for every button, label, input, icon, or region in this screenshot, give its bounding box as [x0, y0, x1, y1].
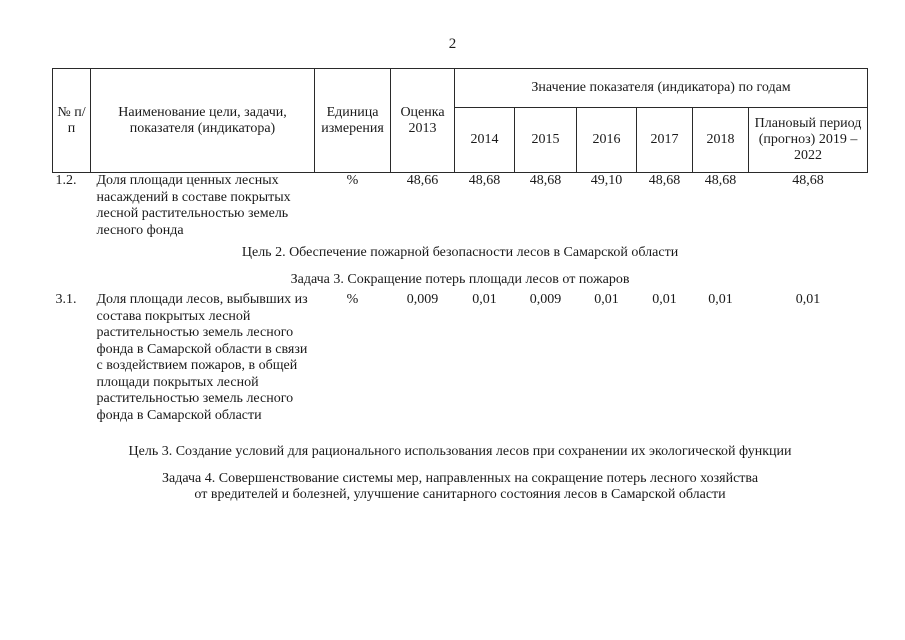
header-year-2017: 2017: [637, 108, 693, 173]
task-3-caption: Задача 3. Сокращение потерь площади лесов от пожаров: [290, 271, 630, 287]
header-plan-period: Плановый период (прогноз) 2019 – 2022: [749, 108, 868, 173]
table-row: [53, 173, 868, 240]
value-cell: 0,01: [594, 292, 619, 307]
value-cell: 0,01: [472, 292, 497, 307]
header-unit: Единица измерения: [315, 69, 391, 173]
value-cell: 0,01: [708, 292, 733, 307]
task-4-caption-line-2: от вредителей и болезней, улучшение санитарного состояния лесов в Самарской области: [194, 487, 726, 502]
value-cell: 48,66: [406, 173, 439, 188]
goal-3-caption: Цель 3. Создание условий для рационального использования лесов при сохранении их экологической функции: [128, 444, 792, 459]
value-cell: 0,009: [406, 292, 439, 307]
header-year-2014: 2014: [455, 108, 515, 173]
goal-2-caption: Цель 2. Обеспечение пожарной безопасности лесов в Самарской области: [241, 245, 679, 260]
value-cell: 48,68: [792, 173, 824, 188]
indicators-table: [52, 68, 868, 508]
header-year-2015: 2015: [515, 108, 577, 173]
indicator-name: Доля площади ценных лесных насаждений в составе покрытых лесной растительностью земель лесного фонда: [96, 173, 291, 238]
header-num: № п/п: [53, 69, 91, 173]
value-cell: 49,10: [590, 173, 623, 188]
value-cell: 0,01: [795, 292, 821, 307]
table-row: [53, 292, 868, 424]
header-values-group: Значение показателя (индикатора) по годам: [455, 69, 868, 108]
indicator-name: Доля площади лесов, выбывших из состава покрытых лесной растительностью земель лесного фонда в Самарской области в связи с воздействием пожаров, в общей площади покрытых лесной растительностью земель лесного фонда в Самарской области: [96, 292, 308, 423]
task-4-caption-line-1: Задача 4. Совершенствование системы мер, направленных на сокращение потерь лесного хозяйства: [162, 470, 759, 486]
header-year-2018: 2018: [693, 108, 749, 173]
value-cell: 0,01: [652, 292, 677, 307]
value-cell: 48,68: [704, 173, 737, 188]
row-number: 1.2.: [55, 173, 77, 188]
header-estimate: Оценка 2013: [391, 69, 455, 173]
value-cell: 0,009: [529, 292, 562, 307]
row-number: 3.1.: [55, 292, 77, 307]
header-name: Наименование цели, задачи, показателя (индикатора): [91, 69, 315, 173]
unit-cell: %: [346, 173, 359, 188]
value-cell: 48,68: [468, 173, 501, 188]
header-year-2016: 2016: [577, 108, 637, 173]
value-cell: 48,68: [529, 173, 562, 188]
unit-cell: %: [346, 292, 359, 307]
page-number: 2: [448, 36, 457, 52]
value-cell: 48,68: [648, 173, 681, 188]
